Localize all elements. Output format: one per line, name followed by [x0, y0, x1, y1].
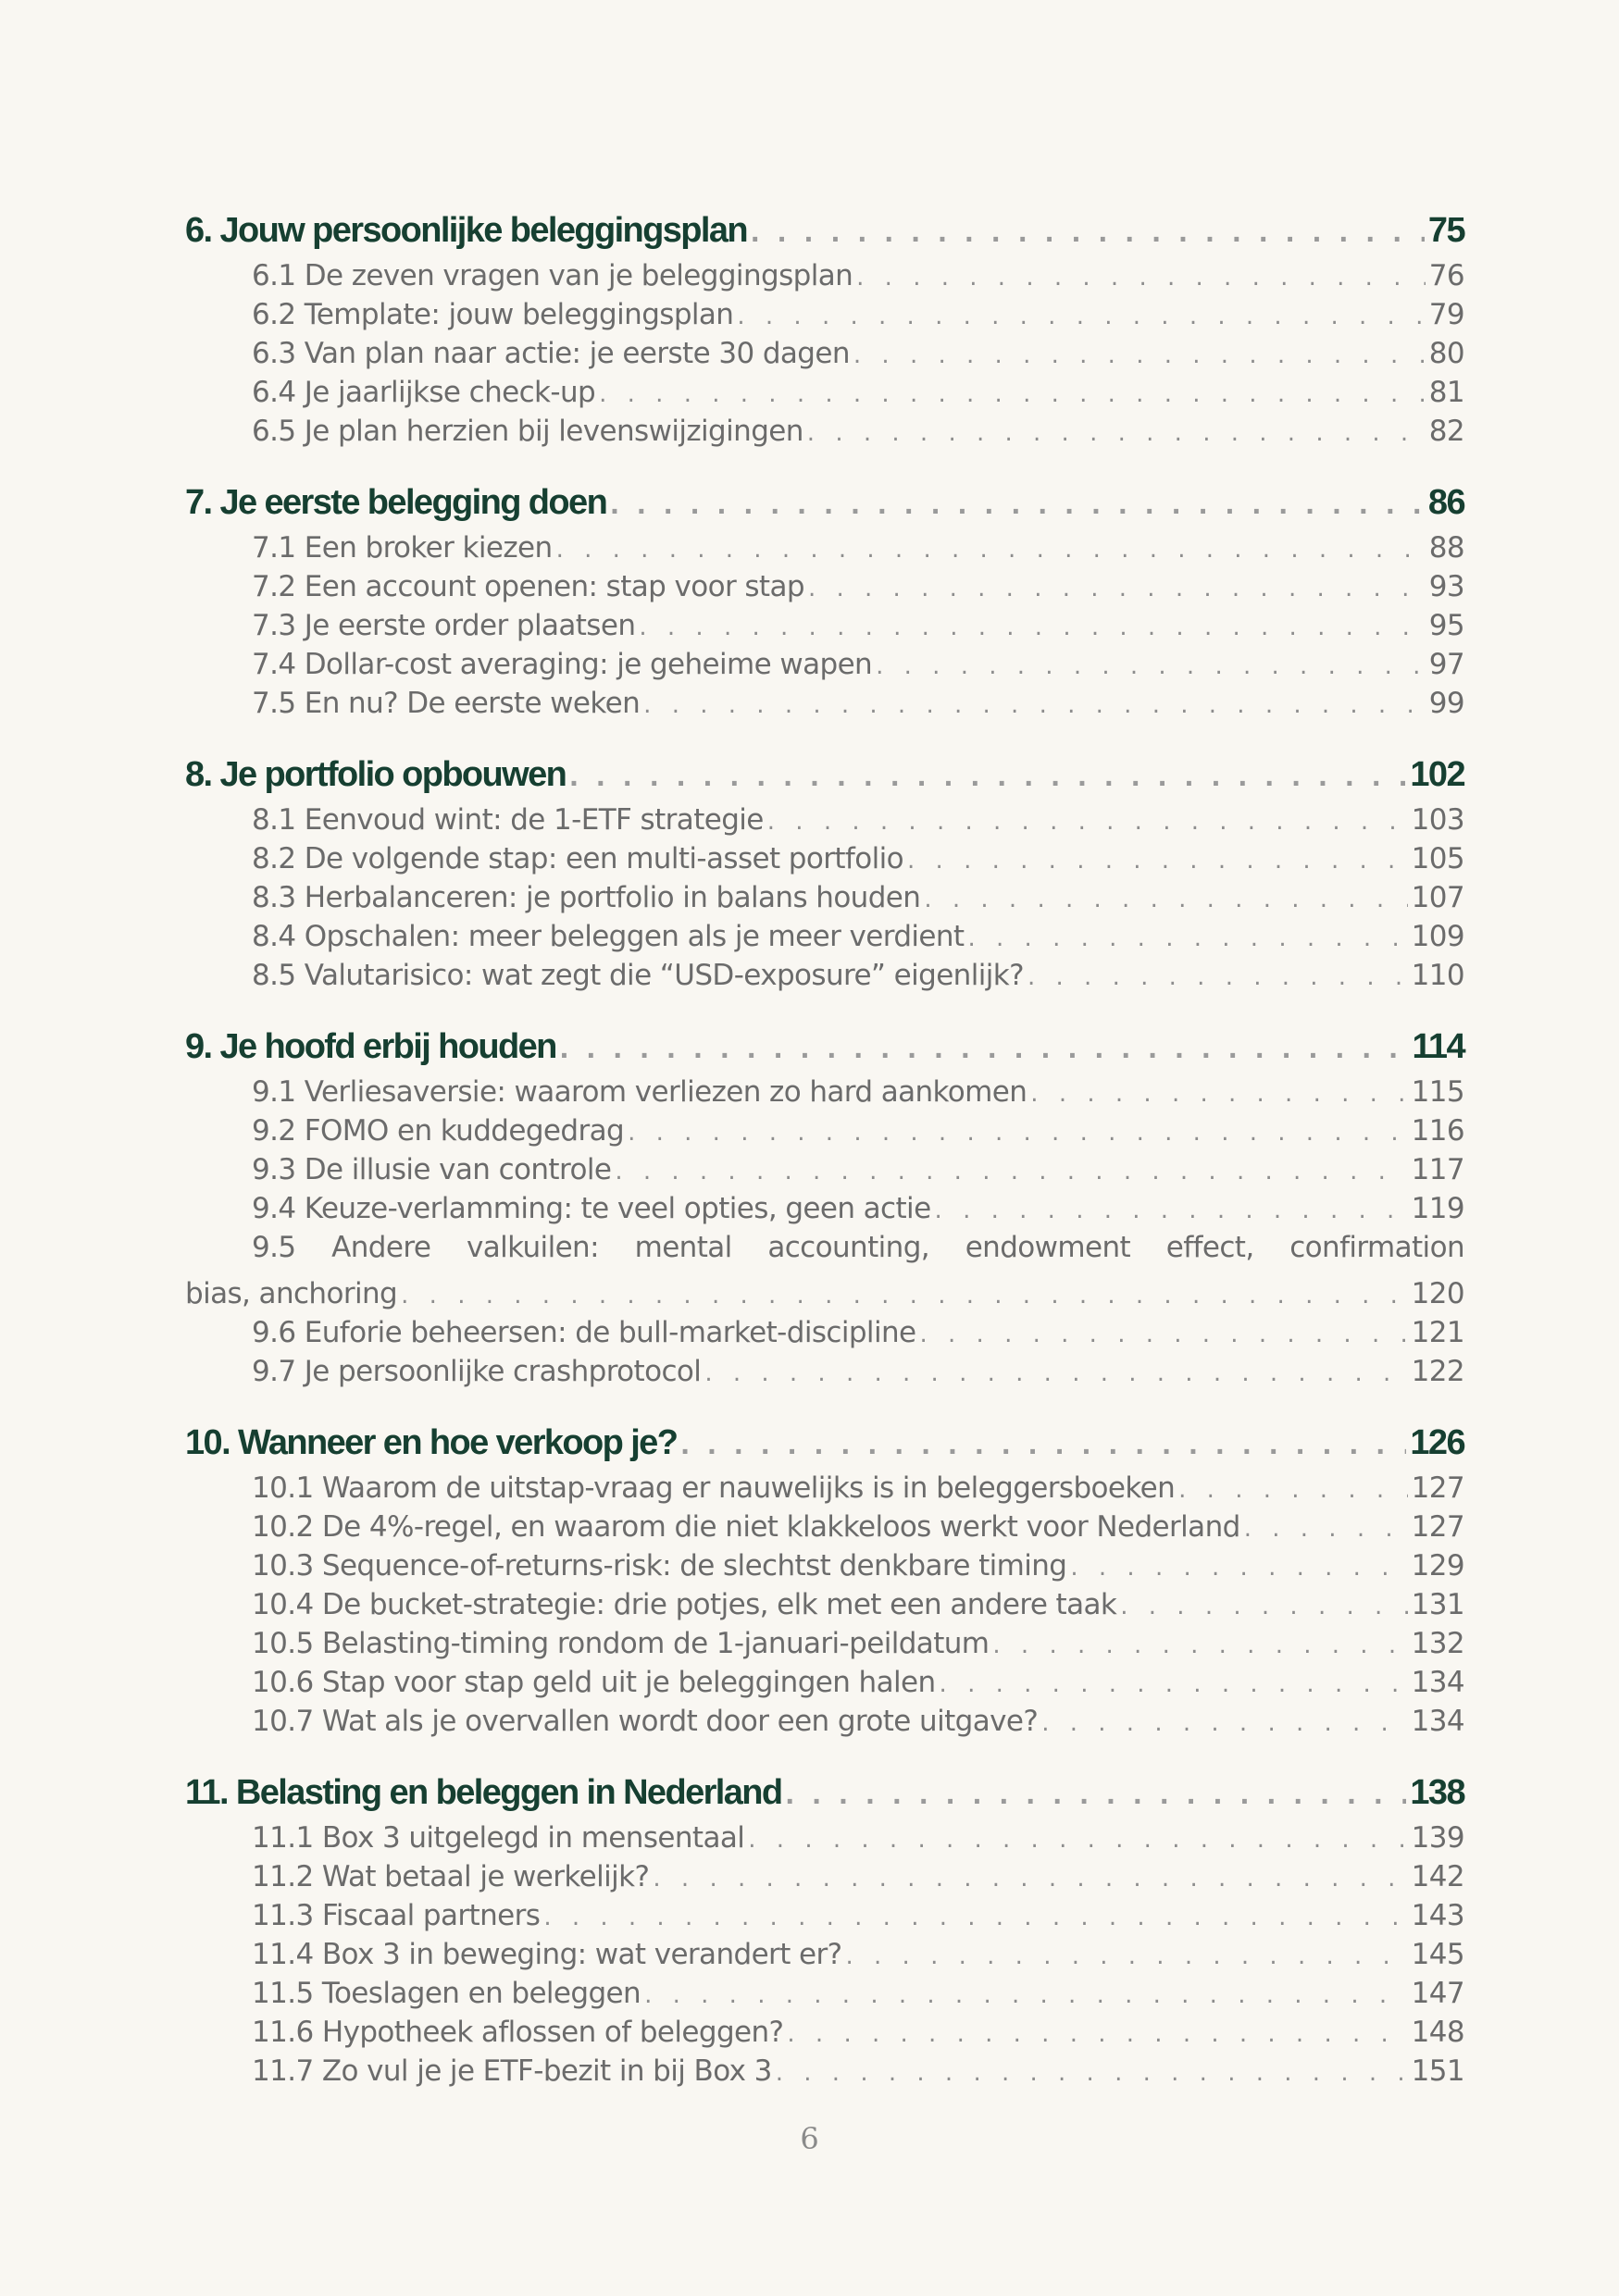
dot-leader [680, 1426, 1406, 1462]
section-entry-title: 7.4 Dollar-cost averaging: je geheime wapen [252, 648, 873, 681]
section-entry-page: 97 [1428, 648, 1464, 681]
dot-leader [924, 886, 1407, 913]
dot-leader [556, 536, 1426, 564]
section-entry[interactable] [185, 1510, 1464, 1549]
chapter-heading-title: 8. Je portfolio opbouwen [185, 755, 567, 794]
section-entry-title: 11.1 Box 3 uitgelegd in mensentaal [252, 1821, 745, 1855]
section-entry-title: 11.6 Hypotheek aflossen of beleggen? [252, 2016, 784, 2049]
section-entry[interactable] [185, 1860, 1464, 1899]
section-entry-page: 82 [1428, 415, 1464, 448]
section-entry-title: 9.1 Verliesaversie: waarom verliezen zo hard aankomen [252, 1075, 1027, 1109]
dot-leader [1120, 1593, 1407, 1620]
section-entry-page: 121 [1411, 1316, 1464, 1349]
chapter-heading-title: 9. Je hoofd erbij houden [185, 1027, 556, 1066]
section-entry[interactable] [185, 1666, 1464, 1705]
section-entry-page: 139 [1411, 1821, 1464, 1855]
chapter-heading-page: 138 [1410, 1773, 1464, 1812]
table-of-contents [185, 211, 1464, 2123]
section-entry-title: 11.3 Fiscaal partners [252, 1899, 541, 1932]
dot-leader [1027, 963, 1408, 991]
section-entry[interactable] [185, 570, 1464, 609]
section-entry-page: 127 [1411, 1471, 1464, 1505]
section-entry[interactable] [185, 1114, 1464, 1153]
section-entry-page: 99 [1428, 687, 1464, 720]
dot-leader [643, 691, 1426, 719]
dot-leader [1070, 1554, 1407, 1582]
dot-leader [940, 1670, 1408, 1698]
section-entry-title: 11.4 Box 3 in beweging: wat verandert er? [252, 1938, 842, 1971]
section-entry-title: 10.4 De bucket-strategie: drie potjes, elk met een andere taak [252, 1588, 1117, 1621]
section-entry[interactable] [185, 1471, 1464, 1510]
chapter-heading-page: 75 [1427, 211, 1464, 250]
section-entry[interactable] [185, 531, 1464, 570]
section-entry[interactable] [185, 1549, 1464, 1588]
section-entry-title: 10.7 Wat als je overvallen wordt door een grote uitgave? [252, 1705, 1039, 1738]
section-entry-page: 79 [1428, 298, 1464, 331]
section-entry-page: 93 [1428, 570, 1464, 603]
dot-leader [808, 575, 1426, 602]
toc-chapter [185, 1773, 1464, 2093]
dot-leader [639, 614, 1425, 641]
section-entry-title: 7.5 En nu? De eerste weken [252, 687, 641, 720]
dot-leader [1041, 1709, 1407, 1737]
chapter-heading[interactable] [185, 1027, 1464, 1075]
dot-leader [786, 1776, 1407, 1812]
section-entry-title: 9.6 Euforie beheersen: de bull-market-discipline [252, 1316, 916, 1349]
dot-leader [737, 303, 1425, 330]
section-entry[interactable] [185, 1899, 1464, 1938]
chapter-heading-title: 11. Belasting en beleggen in Nederland [185, 1773, 782, 1812]
dot-leader [787, 2020, 1407, 2048]
dot-leader [853, 341, 1426, 369]
chapter-heading-page: 102 [1410, 755, 1464, 794]
section-entry[interactable] [185, 1075, 1464, 1114]
chapter-heading-title: 7. Je eerste belegging doen [185, 483, 607, 522]
section-entry-title: 10.1 Waarom de uitstap-vraag er nauwelijks is in beleggersboeken [252, 1471, 1176, 1505]
section-entry-title: 9.3 De illusie van controle [252, 1153, 612, 1186]
section-entry[interactable] [185, 1316, 1464, 1355]
dot-leader [560, 1030, 1409, 1066]
section-entry-title: 11.2 Wat betaal je werkelijk? [252, 1860, 650, 1893]
section-entry-title: 9.7 Je persoonlijke crashprotocol [252, 1355, 702, 1388]
section-entry-page: 122 [1411, 1355, 1464, 1388]
section-entry-page: 95 [1428, 609, 1464, 642]
dot-leader [543, 1904, 1407, 1931]
chapter-heading-title: 10. Wanneer en hoe verkoop je? [185, 1423, 678, 1462]
section-entry-title: 8.4 Opschalen: meer beleggen als je meer verdient [252, 920, 965, 953]
section-entry[interactable] [185, 2016, 1464, 2054]
chapter-heading[interactable] [185, 1773, 1464, 1821]
section-entry-page: 129 [1411, 1549, 1464, 1582]
dot-leader [628, 1119, 1408, 1147]
dot-leader [748, 1826, 1407, 1854]
chapter-heading-page: 126 [1410, 1423, 1464, 1462]
section-entry-page: 134 [1411, 1705, 1464, 1738]
chapter-heading-page: 114 [1412, 1027, 1464, 1066]
section-entry-title: bias, anchoring [185, 1277, 398, 1310]
chapter-heading[interactable] [185, 755, 1464, 803]
section-entry-page: 103 [1411, 803, 1464, 837]
dot-leader [992, 1632, 1407, 1659]
section-entry[interactable] [185, 1355, 1464, 1394]
section-entry-page: 88 [1428, 531, 1464, 565]
dot-leader [704, 1359, 1407, 1387]
section-entry-title: 10.6 Stap voor stap geld uit je beleggingen halen [252, 1666, 936, 1699]
section-entry[interactable] [185, 259, 1464, 298]
dot-leader [653, 1865, 1407, 1893]
section-entry-page: 143 [1411, 1899, 1464, 1932]
section-entry-title: 11.7 Zo vul je je ETF-bezit in bij Box 3 [252, 2054, 772, 2088]
section-entry-title: 10.3 Sequence-of-returns-risk: de slechtst denkbare timing [252, 1549, 1067, 1582]
toc-chapter [185, 483, 1464, 726]
section-entry-title: 8.2 De volgende stap: een multi-asset portfolio [252, 842, 904, 875]
chapter-heading[interactable] [185, 211, 1464, 259]
dot-leader [935, 1197, 1408, 1224]
dot-leader [751, 214, 1425, 250]
section-entry-title: 8.3 Herbalanceren: je portfolio in balans houden [252, 881, 921, 914]
dot-leader [644, 1981, 1408, 2009]
section-entry-page: 116 [1411, 1114, 1464, 1148]
section-entry-page: 110 [1411, 959, 1464, 992]
section-entry[interactable] [185, 1821, 1464, 1860]
dot-leader [1178, 1476, 1407, 1504]
section-entry-page: 151 [1411, 2054, 1464, 2088]
section-entry[interactable] [185, 376, 1464, 415]
toc-chapter [185, 1423, 1464, 1744]
dot-leader [856, 264, 1426, 292]
section-entry[interactable] [185, 609, 1464, 648]
section-entry-page: 76 [1428, 259, 1464, 292]
toc-chapter [185, 1027, 1464, 1394]
dot-leader [1030, 1080, 1407, 1108]
section-entry[interactable] [185, 1192, 1464, 1231]
section-entry[interactable] [185, 1277, 1464, 1316]
dot-leader [615, 1158, 1407, 1185]
section-entry-page: 131 [1411, 1588, 1464, 1621]
dot-leader [767, 808, 1408, 836]
section-entry[interactable] [185, 687, 1464, 726]
section-entry-title: 7.1 Een broker kiezen [252, 531, 553, 565]
section-entry[interactable] [185, 415, 1464, 453]
section-entry-page: 145 [1411, 1938, 1464, 1971]
toc-chapter [185, 211, 1464, 453]
section-entry-title: 6.3 Van plan naar actie: je eerste 30 dagen [252, 337, 850, 370]
section-entry[interactable] [185, 959, 1464, 998]
section-entry[interactable] [185, 1588, 1464, 1627]
section-entry-page: 132 [1411, 1627, 1464, 1660]
dot-leader [876, 652, 1426, 680]
section-entry-title: 6.4 Je jaarlijkse check-up [252, 376, 596, 409]
section-entry[interactable] [185, 648, 1464, 687]
dot-leader [401, 1282, 1407, 1309]
section-entry[interactable] [185, 1938, 1464, 1977]
dot-leader [569, 758, 1406, 794]
section-entry-title: 9.2 FOMO en kuddegedrag [252, 1114, 625, 1148]
section-entry[interactable] [185, 1705, 1464, 1744]
section-entry-page: 105 [1411, 842, 1464, 875]
section-entry-page: 109 [1411, 920, 1464, 953]
section-entry[interactable] [185, 881, 1464, 920]
section-entry[interactable] [185, 803, 1464, 842]
dot-leader [845, 1942, 1407, 1970]
dot-leader [907, 847, 1408, 875]
section-entry-page: 80 [1428, 337, 1464, 370]
chapter-heading[interactable] [185, 1423, 1464, 1471]
section-entry-title: 8.1 Eenvoud wint: de 1-ETF strategie [252, 803, 764, 837]
section-entry-page: 147 [1411, 1977, 1464, 2010]
section-entry[interactable] [185, 842, 1464, 881]
section-entry-page: 115 [1411, 1075, 1464, 1109]
section-entry-title: 8.5 Valutarisico: wat zegt die “USD-exposure” eigenlijk? [252, 959, 1024, 992]
section-entry[interactable] [185, 1977, 1464, 2016]
section-entry-page: 134 [1411, 1666, 1464, 1699]
section-entry-title-line[interactable]: 9.5 Andere valkuilen: mental accounting, endowment effect, confirmation [252, 1231, 1464, 1264]
section-entry-page: 142 [1411, 1860, 1464, 1893]
page-number: 6 [800, 2121, 819, 2156]
toc-chapter [185, 755, 1464, 998]
dot-leader [919, 1321, 1407, 1348]
chapter-heading[interactable] [185, 483, 1464, 531]
chapter-heading-page: 86 [1427, 483, 1464, 522]
section-entry-title: 6.2 Template: jouw beleggingsplan [252, 298, 734, 331]
section-entry[interactable] [185, 337, 1464, 376]
dot-leader [610, 486, 1425, 522]
section-entry[interactable] [185, 1153, 1464, 1192]
dot-leader [1244, 1515, 1408, 1543]
section-entry-title: 11.5 Toeslagen en beleggen [252, 1977, 641, 2010]
chapter-heading-title: 6. Jouw persoonlijke beleggingsplan [185, 211, 748, 250]
section-entry[interactable] [185, 2054, 1464, 2093]
dot-leader [776, 2059, 1408, 2087]
section-entry[interactable] [185, 920, 1464, 959]
dot-leader [599, 380, 1426, 408]
section-entry-title: 6.5 Je plan herzien bij levenswijzigingen [252, 415, 803, 448]
section-entry-title: 9.4 Keuze-verlamming: te veel opties, geen actie [252, 1192, 931, 1225]
section-entry-title: 6.1 De zeven vragen van je beleggingsplan [252, 259, 853, 292]
section-entry-title: 7.2 Een account openen: stap voor stap [252, 570, 804, 603]
section-entry[interactable] [185, 1627, 1464, 1666]
dot-leader [968, 925, 1408, 952]
section-entry-page: 127 [1411, 1510, 1464, 1544]
section-entry-page: 107 [1411, 881, 1464, 914]
section-entry-page: 120 [1411, 1277, 1464, 1310]
dot-leader [807, 419, 1426, 447]
section-entry[interactable] [185, 298, 1464, 337]
section-entry-page: 81 [1428, 376, 1464, 409]
section-entry-title: 10.5 Belasting-timing rondom de 1-januari-peildatum [252, 1627, 990, 1660]
section-entry-page: 148 [1411, 2016, 1464, 2049]
section-entry-title: 10.2 De 4%-regel, en waarom die niet klakkeloos werkt voor Nederland [252, 1510, 1240, 1544]
section-entry-page: 119 [1411, 1192, 1464, 1225]
section-entry-title: 7.3 Je eerste order plaatsen [252, 609, 636, 642]
section-entry-page: 117 [1411, 1153, 1464, 1186]
